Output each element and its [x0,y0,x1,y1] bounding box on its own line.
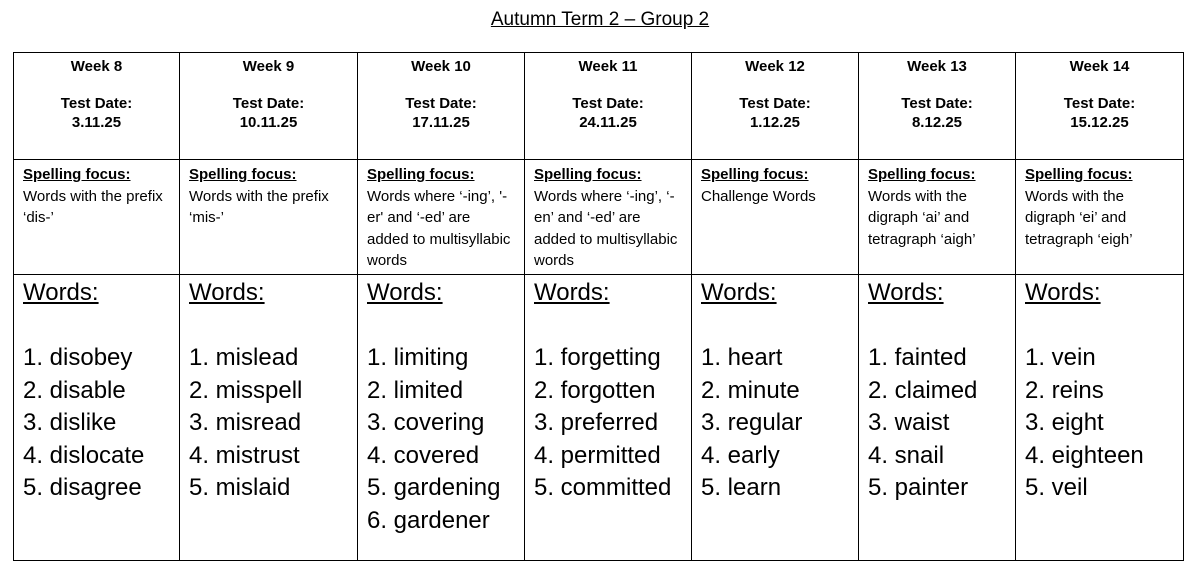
test-date-label: Test Date: [572,95,644,112]
words-label: Words: [23,279,99,306]
word-list [701,342,850,505]
test-date: 1.12.25 [749,114,801,131]
word-list [367,342,516,537]
week-name: Week 14 [1069,58,1130,75]
spelling-focus-text: Words with the digraph ‘ai’ and tetragraph ‘aigh’ [868,187,976,248]
week-name: Week 12 [745,58,805,75]
words-label: Words: [701,279,777,306]
test-date-label: Test Date: [901,95,973,112]
week-header [692,53,859,160]
spelling-focus-cell [14,160,180,275]
list-item: 5. disagree [23,474,142,501]
test-date: 3.11.25 [71,114,122,131]
week-name: Week 8 [70,58,123,75]
focus-row [14,160,1184,275]
spelling-focus-cell [180,160,358,275]
test-date: 10.11.25 [239,114,298,131]
list-item: 4. covered [367,441,480,469]
list-item: 5. learn [701,474,782,501]
spelling-focus-cell [1016,160,1184,275]
word-list [868,342,1007,505]
list-item: 3. misread [189,409,302,436]
list-item: 4. early [701,441,780,469]
spelling-focus-text: Words where ‘-ing’, ‘-en’ and ‘-ed’ are added to multisyllabic words [534,187,678,269]
test-date-label: Test Date: [739,95,811,112]
words-label: Words: [1025,279,1101,306]
words-cell [358,275,525,561]
list-item: 2. claimed [868,376,978,404]
spelling-schedule-table [13,52,1184,561]
words-label: Words: [189,279,265,306]
week-name: Week 10 [411,58,471,75]
week-name: Week 11 [578,58,638,75]
test-date: 17.11.25 [412,114,470,131]
week-header [859,53,1016,160]
week-name: Week 9 [242,58,295,75]
spelling-focus-text: Challenge Words [701,187,816,205]
words-cell [1016,275,1184,561]
week-name: Week 13 [907,58,967,75]
words-label: Words: [367,279,443,306]
list-item: 1. forgetting [534,344,661,371]
list-item: 2. reins [1025,376,1104,404]
words-cell [859,275,1016,561]
word-list [534,342,683,505]
test-date-label: Test Date: [1063,95,1136,112]
list-item: 4. dislocate [23,441,145,469]
list-item: 1. disobey [23,344,133,371]
week-header [14,53,180,160]
words-cell [525,275,692,561]
list-item: 2. disable [23,376,126,404]
spelling-focus-label: Spelling focus: [367,166,475,183]
list-item: 5. painter [868,474,969,501]
spelling-focus-cell [859,160,1016,275]
week-header [1016,53,1184,160]
spelling-focus-text: Words with the prefix ‘mis-’ [189,187,329,226]
spelling-focus-text: Words where ‘-ing’, '-er' and ‘-ed’ are added to multisyllabic words [367,187,511,269]
word-list [23,342,171,505]
spelling-focus-cell [358,160,525,275]
list-item: 5. committed [534,474,672,501]
list-item: 2. limited [367,376,464,404]
words-cell [14,275,180,561]
list-item: 4. snail [868,441,945,469]
list-item: 3. waist [868,409,950,436]
test-date-label: Test Date: [60,95,133,112]
spelling-focus-label: Spelling focus: [534,166,642,183]
test-date: 24.11.25 [579,114,637,131]
list-item: 1. fainted [868,344,967,371]
list-item: 2. forgotten [534,376,656,404]
list-item: 4. eighteen [1025,441,1144,469]
spelling-focus-text: Words with the digraph ‘ei’ and tetragraph ‘eigh’ [1025,187,1133,248]
list-item: 1. mislead [189,344,299,371]
list-item: 5. veil [1025,474,1088,501]
list-item: 5. gardening [367,474,501,501]
spelling-focus-label: Spelling focus: [868,166,976,183]
list-item: 1. limiting [367,344,469,371]
spelling-focus-cell [692,160,859,275]
page-title: Autumn Term 2 – Group 2 [490,9,710,30]
words-cell [692,275,859,561]
header-row [14,53,1184,160]
spelling-focus-label: Spelling focus: [189,166,297,183]
list-item: 4. mistrust [189,441,300,469]
list-item: 3. preferred [534,409,659,436]
words-label: Words: [868,279,944,306]
spelling-focus-cell [525,160,692,275]
list-item: 5. mislaid [189,474,291,501]
words-row [14,275,1184,561]
test-date: 15.12.25 [1070,114,1129,131]
list-item: 2. misspell [189,376,303,404]
list-item: 1. heart [701,344,783,371]
week-header [180,53,358,160]
week-header [358,53,525,160]
spelling-focus-label: Spelling focus: [1025,166,1133,183]
week-header [525,53,692,160]
list-item: 3. covering [367,409,485,436]
spelling-focus-label: Spelling focus: [701,166,809,183]
list-item: 4. permitted [534,441,661,469]
list-item: 3. eight [1025,409,1104,436]
words-label: Words: [534,279,610,306]
list-item: 1. vein [1025,344,1096,371]
test-date-label: Test Date: [232,95,305,112]
list-item: 3. regular [701,409,803,436]
list-item: 2. minute [701,376,800,404]
test-date: 8.12.25 [911,114,963,131]
list-item: 6. gardener [367,506,490,534]
word-list [1025,342,1175,505]
spelling-focus-text: Words with the prefix ‘dis-’ [23,187,163,226]
list-item: 3. dislike [23,409,117,436]
spelling-focus-label: Spelling focus: [23,166,131,183]
words-cell [180,275,358,561]
test-date-label: Test Date: [405,95,477,112]
word-list [189,342,349,505]
